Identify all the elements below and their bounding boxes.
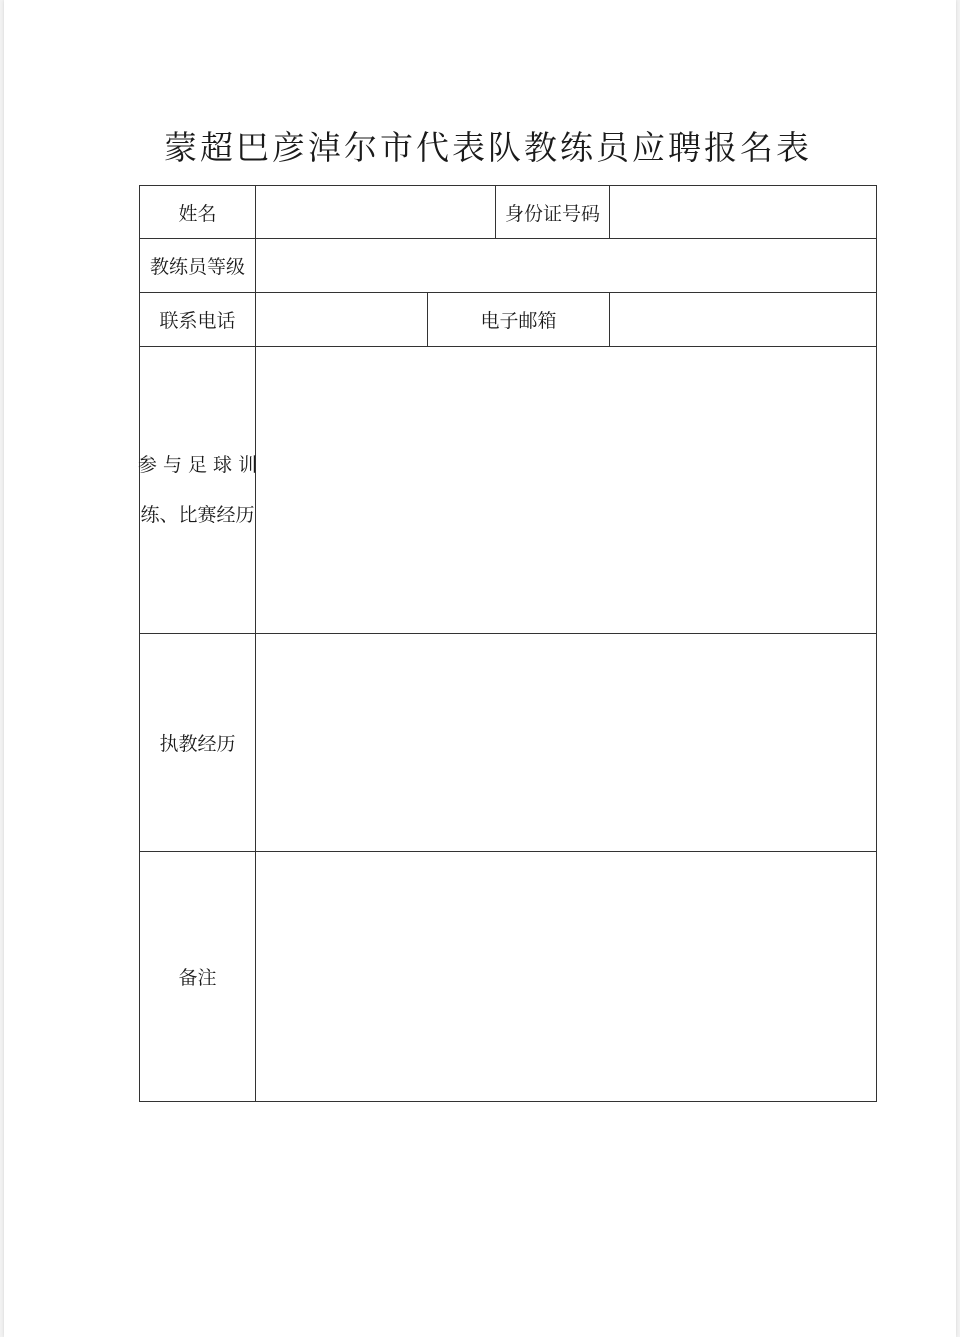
remarks-field[interactable]	[256, 852, 876, 1101]
training-experience-label-line2: 练、比赛经历	[140, 504, 255, 526]
email-field[interactable]	[610, 293, 876, 346]
name-field[interactable]	[256, 186, 495, 238]
coaching-experience-label: 执教经历	[159, 733, 236, 755]
id-number-label: 身份证号码	[504, 202, 600, 225]
phone-label: 联系电话	[159, 310, 236, 332]
name-label: 姓名	[178, 202, 217, 225]
training-experience-label-line1: 参 与 足 球 训	[137, 454, 258, 476]
page-title: 蒙超巴彦淖尔市代表队教练员应聘报名表	[164, 128, 812, 167]
phone-field[interactable]	[256, 293, 427, 346]
coaching-experience-field[interactable]	[256, 634, 876, 851]
remarks-label: 备注	[178, 967, 217, 989]
training-experience-label	[137, 347, 258, 633]
application-form-table	[139, 185, 877, 1102]
email-label: 电子邮箱	[480, 310, 557, 332]
coach-level-field[interactable]	[256, 239, 876, 292]
coach-level-label: 教练员等级	[149, 256, 245, 278]
training-experience-field[interactable]	[256, 347, 876, 633]
id-number-field[interactable]	[610, 186, 876, 238]
